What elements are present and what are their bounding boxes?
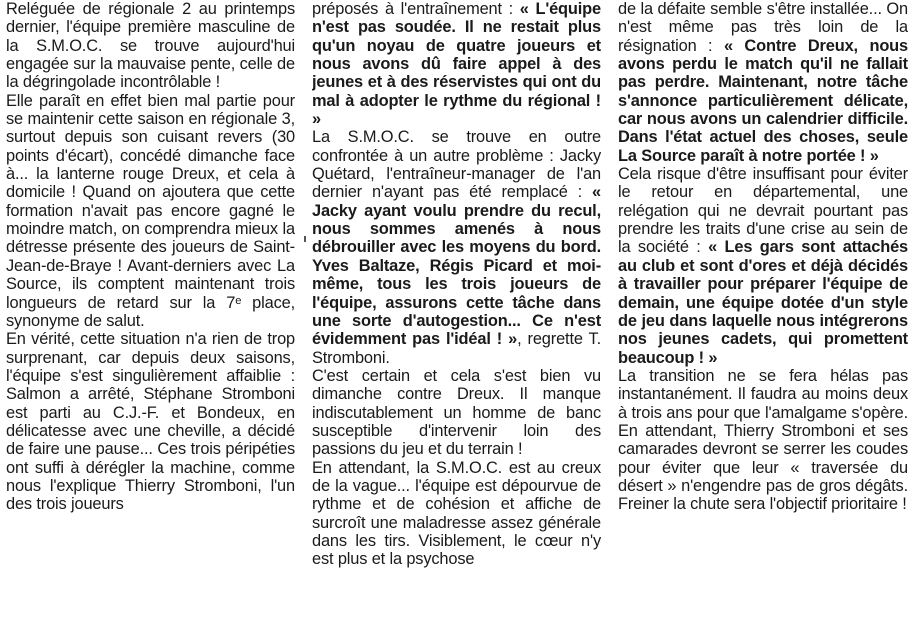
col2-p3-text: C'est certain et cela s'est bien vu dimanche contre Dreux. Il manque indiscutablement un homme de banc susceptible d'intervenir loin des passions du jeu et du terrain !	[312, 366, 601, 459]
col1-paragraph-3	[6, 330, 295, 513]
col1-paragraph-2	[6, 92, 295, 330]
article-column-3	[618, 0, 908, 640]
col1-p3-text: En vérité, cette situation n'a rien de trop surprenant, car depuis deux saisons, l'équipe s'est singulièrement affaiblie : Salmon a arrêté, Stéphane Stromboni est parti au C.J.-F. et Bondeux, en délicatesse avec une cheville, a décidé de faire une pause... Ces trois péripéties ont suffi à dérégler la machine, comme nous l'explique Thierry Stromboni, l'un des trois joueurs	[6, 330, 295, 514]
col1-paragraph-1	[6, 0, 295, 92]
article-column-2	[312, 0, 601, 640]
col2-p1-quote: « L'équipe n'est pas soudée. Il ne restait plus qu'un noyau de quatre joueurs et nous avons dû faire appel à des jeunes et à des réservistes qui ont du mal à adopter le rythme du régional ! »	[312, 0, 601, 129]
col2-paragraph-2	[312, 128, 601, 366]
col2-paragraph-4	[312, 459, 601, 569]
col2-paragraph-3	[312, 367, 601, 459]
col3-p2-text: Cela risque d'être insuffisant pour éviter le retour en départemental, une relégation qui ne devrait pourtant pas prendre les traits d'une crise au sein de la société :	[618, 165, 908, 257]
col2-p2-quote: « Jacky ayant voulu prendre du recul, nous sommes amenés à nous débrouiller avec les moyens du bord. Yves Baltaze, Régis Picard et moi-même, tous les trois joueurs de l'équipe, assurons cette tâche dans une sorte d'autogestion... Ce n'est évidemment pas l'idéal ! »	[312, 183, 601, 349]
col3-p3-text: La transition ne se fera hélas pas instantanément. Il faudra au moins deux à trois ans pour que l'amalgame s'opère. En attendant, Thierry Stromboni et ses camarades devront se serrer les coudes pour éviter que leur « traversée du désert » n'engendre pas de gros dégâts. Freiner la chute sera l'objectif prioritaire !	[618, 366, 908, 514]
col3-paragraph-1	[618, 0, 908, 165]
col3-p2-quote: « Les gars sont attachés au club et sont d'ores et déjà décidés à travailler pour préparer l'équipe de demain, une équipe dotée d'un style de jeu dans laquelle nous intégrerons nos jeunes cadets, qui promettent beaucoup ! »	[618, 238, 908, 367]
col2-paragraph-1	[312, 0, 601, 128]
col2-p4-text: En attendant, la S.M.O.C. est au creux de la vague... l'équipe est dépourvue de rythme et de cohésion et affiche de surcroît une maladresse assez générale dans les tirs. Visiblement, le cœur n'y est plus et la psychose	[312, 458, 601, 569]
col1-p1-text: Reléguée de régionale 2 au printemps dernier, l'équipe première masculine de la S.M.O.C. se trouve aujourd'hui engagée sur la mauvaise pente, celle de la dégringolade incontrôlable !	[6, 0, 295, 92]
article-column-1	[6, 0, 295, 640]
col1-p2-text: Elle paraît en effet bien mal partie pour se maintenir cette saison en régionale 3, surtout depuis son cuisant revers (30 points d'écart), concédé dimanche face à... la lanterne rouge Dreux, et cela à domicile ! Quand on ajoutera que cette formation n'avait pas encore gagné le moindre match, on comprendra mieux la détresse présente des joueurs de Saint-Jean-de-Braye ! Avant-derniers avec La Source, ils comptent maintenant trois longueurs de retard sur la 7ᵉ place, synonyme de salut.	[6, 91, 295, 330]
col2-p2-attribution: , regrette T. Stromboni.	[312, 330, 601, 367]
col2-p1-text: préposés à l'entraînement :	[312, 0, 514, 18]
col2-p2-text: La S.M.O.C. se trouve en outre confrontée à un autre problème : Jacky Quétard, l'entraîneur-manager de l'an dernier n'ayant pas été remplacé :	[312, 128, 601, 202]
print-speck-mark	[304, 236, 306, 242]
col3-paragraph-3	[618, 367, 908, 514]
col3-p1-text: de la défaite semble s'être installée... On n'est même pas très loin de la résignation :	[618, 0, 908, 55]
col3-paragraph-2	[618, 165, 908, 367]
col3-p1-quote: « Contre Dreux, nous avons perdu le match qu'il ne fallait pas perdre. Maintenant, notre tâche s'annonce particulièrement délicate, car nous avons un calendrier difficile. Dans l'état actuel des choses, seule La Source paraît à notre portée ! »	[618, 36, 908, 165]
